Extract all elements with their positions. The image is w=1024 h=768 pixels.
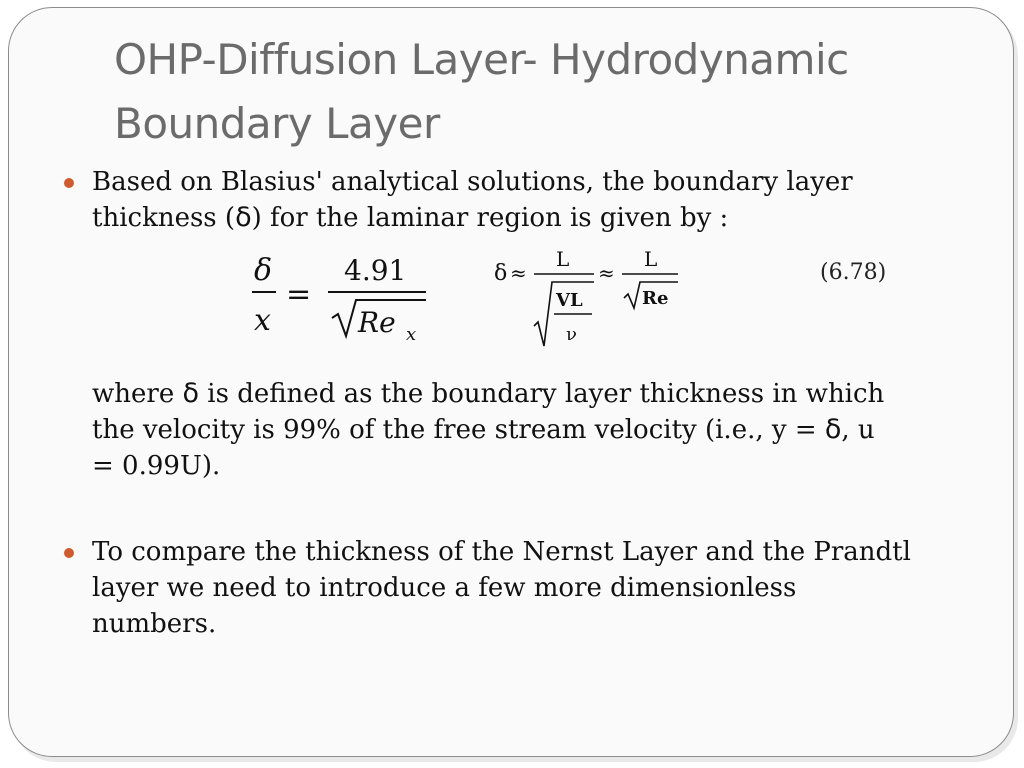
equation-number: (6.78) [820, 260, 887, 285]
bullet-marker-1 [64, 178, 74, 188]
where-delta-2: δ [824, 414, 842, 445]
eq-delta: δ [254, 253, 273, 288]
eq2-approx-2: ≈ [598, 261, 615, 285]
bullet-1-line-1: Based on Blasius' analytical solutions, the boundary layer [92, 167, 853, 197]
where-part-1: where [92, 379, 183, 409]
eq2-L1: L [556, 247, 570, 271]
eq-numerator: 4.91 [344, 254, 407, 287]
bullet-2-text [92, 534, 922, 642]
bullet-2-line-1: To compare the thickness of the Nernst Layer and the Prandtl [92, 537, 911, 567]
where-line-3: = 0.99U). [92, 451, 221, 481]
where-part-2: is defined as the boundary layer thickness in which [199, 379, 885, 409]
title-line-1: OHP-Diffusion Layer- Hydrodynamic [114, 35, 849, 84]
eq-equals: = [286, 277, 312, 312]
delta-symbol: δ [235, 202, 252, 233]
eq2-re: Re [642, 288, 669, 309]
bullet-1-text [92, 164, 922, 236]
bullet-marker-2 [64, 548, 74, 558]
bullet-2-line-2: layer we need to introduce a few more dimensionless [92, 573, 797, 603]
title-line-2: Boundary Layer [114, 99, 440, 148]
eq2-vl: VL [556, 290, 583, 311]
where-paragraph [92, 376, 922, 484]
eq2-L2: L [644, 247, 658, 271]
bullet-1-line-2-suffix: ) for the laminar region is given by : [251, 203, 729, 233]
eq2-approx-1: ≈ [510, 261, 527, 285]
bullet-2-line-3: numbers. [92, 609, 217, 639]
where-line-2-suffix: , u [841, 415, 875, 445]
eq-re: Re [358, 306, 396, 339]
bullet-1-line-2-prefix: thickness ( [92, 203, 236, 233]
eq-x: x [254, 303, 271, 338]
equation-approximation [494, 244, 680, 352]
eq2-delta: δ [494, 261, 508, 286]
eq-re-subscript: x [406, 324, 417, 344]
slide-title [114, 28, 974, 156]
where-delta-1: δ [182, 378, 199, 409]
where-line-2-prefix: the velocity is 99% of the free stream velocity (i.e., y = [92, 415, 825, 445]
equation-blasius [250, 248, 428, 344]
eq2-nu: ν [566, 324, 577, 345]
